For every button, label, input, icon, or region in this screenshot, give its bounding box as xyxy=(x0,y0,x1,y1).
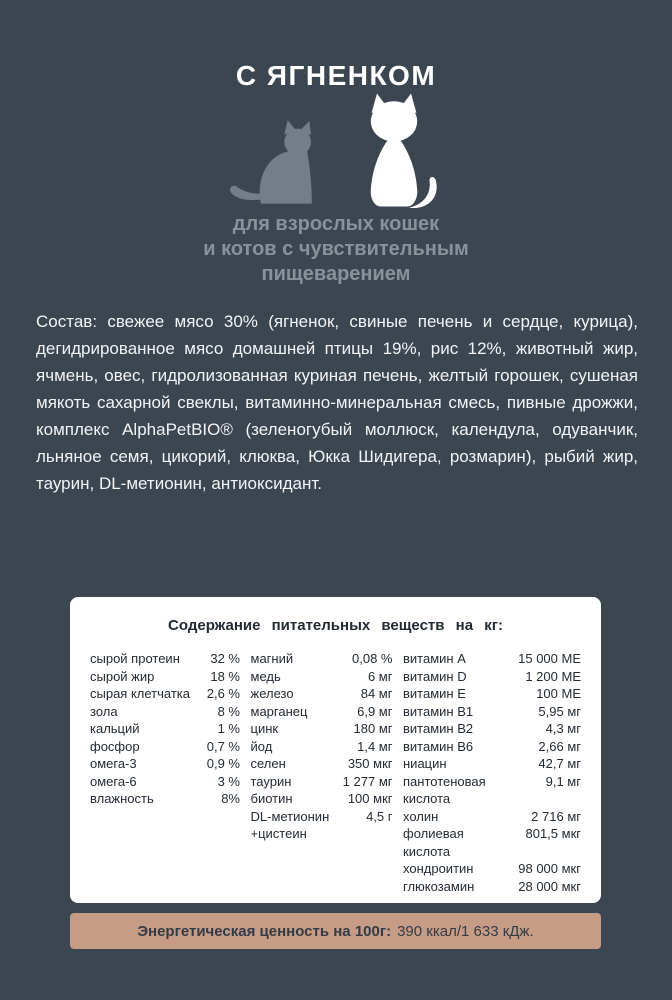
cats-illustration xyxy=(0,92,672,208)
nutrient-name: кальций xyxy=(90,721,140,736)
nutrient-row xyxy=(90,773,240,791)
nutrient-name: йод xyxy=(250,738,273,754)
nutrient-name: кислота xyxy=(403,791,451,806)
nutrient-row xyxy=(251,650,393,668)
nutrient-value: 1 200 МЕ xyxy=(525,668,581,684)
subtitle-line: для взрослых кошек xyxy=(232,213,440,235)
nutrient-name: DL-метионин xyxy=(250,808,330,824)
nutrient-row xyxy=(403,843,581,861)
nutrient-row xyxy=(90,650,240,668)
nutrient-name: омега-3 xyxy=(90,756,137,771)
nutrient-name: омега-6 xyxy=(90,773,137,789)
nutrient-name: медь xyxy=(250,668,281,684)
nutrient-name: железо xyxy=(250,686,294,701)
nutrient-value: 4,3 мг xyxy=(545,721,581,736)
nutrient-row xyxy=(90,790,240,808)
energy-value: 390 ккал/1 633 кДж. xyxy=(397,922,534,940)
energy-label: Энергетическая ценность на 100г: xyxy=(137,922,392,940)
nutrient-row xyxy=(403,825,581,843)
nutrient-row xyxy=(403,703,581,721)
nutrient-name: зола xyxy=(90,703,118,719)
nutrient-row xyxy=(251,808,393,826)
nutrient-name: холин xyxy=(403,808,439,824)
nutrition-panel xyxy=(70,597,601,903)
nutrient-row xyxy=(403,860,581,878)
nutrient-row xyxy=(403,755,581,773)
nutrient-value: 2 716 мг xyxy=(531,808,581,824)
nutrient-row xyxy=(90,668,240,686)
nutrition-columns xyxy=(90,650,581,895)
composition-text: Состав: свежее мясо 30% (ягненок, свиные печень и сердце, курица), дегидрированное мясо домашней птицы 19%, рис 12%, животный жир, ячмень, овес, гидролизованная куриная печень, желтый горошек, сушеная мякоть сахарной свеклы, витаминно-минеральная смесь, пивные дрожжи, комплекс AlphaPetBIO® (зеленогубый моллюск, календула, одуванчик, льняное семя, цикорий, клюква, Юкка Шидигера, розмарин), рыбий жир, таурин, DL-метионин, антиоксидант. xyxy=(36,312,638,493)
nutrient-value: 801,5 мкг xyxy=(525,826,581,841)
nutrient-row xyxy=(251,738,393,756)
nutrient-value: 1,4 мг xyxy=(357,738,393,754)
nutrient-value: 4,5 г xyxy=(366,808,393,824)
nutrition-column-2 xyxy=(251,650,393,895)
nutrient-value: 32 % xyxy=(210,651,240,666)
nutrient-name: сырой жир xyxy=(90,668,155,684)
nutrient-name: витамин B2 xyxy=(403,721,474,736)
nutrient-row xyxy=(90,720,240,738)
nutrient-name: витамин E xyxy=(403,686,466,701)
nutrient-name: глюкозамин xyxy=(403,878,475,894)
nutrient-row xyxy=(251,685,393,703)
nutrient-row xyxy=(403,878,581,896)
nutrient-value: 1 277 мг xyxy=(342,773,393,789)
nutrient-value: 84 мг xyxy=(360,686,393,701)
nutrient-name: марганец xyxy=(250,703,308,719)
nutrient-row xyxy=(403,668,581,686)
nutrient-row xyxy=(251,668,393,686)
product-flavor-title: С ЯГНЕНКОМ xyxy=(235,60,437,91)
nutrient-value: 100 МЕ xyxy=(536,686,581,701)
nutrient-name: кислота xyxy=(403,843,451,859)
nutrient-name: биотин xyxy=(250,791,293,806)
nutrient-name: фосфор xyxy=(90,738,140,754)
subtitle-line: пищеварением xyxy=(261,263,411,285)
nutrient-row xyxy=(403,808,581,826)
nutrient-name: таурин xyxy=(250,773,292,789)
nutrient-value: 0,08 % xyxy=(352,651,393,666)
nutrient-value: 6,9 мг xyxy=(357,703,393,719)
nutrient-row xyxy=(403,650,581,668)
nutrient-row xyxy=(251,790,393,808)
nutrient-row xyxy=(90,738,240,756)
nutrient-name: сырая клетчатка xyxy=(90,686,191,701)
nutrient-value: 2,66 мг xyxy=(538,738,581,754)
nutrient-row xyxy=(403,685,581,703)
nutrient-name: витамин B1 xyxy=(403,703,474,719)
nutrient-value: 18 % xyxy=(210,668,240,684)
nutrient-value: 15 000 МЕ xyxy=(518,651,581,666)
nutrient-value: 3 % xyxy=(217,773,240,789)
nutrient-value: 98 000 мкг xyxy=(518,861,581,876)
nutrient-value: 8 % xyxy=(217,703,240,719)
nutrient-row xyxy=(90,703,240,721)
nutrient-name: хондроитин xyxy=(403,861,474,876)
product-subtitle xyxy=(0,212,672,287)
nutrient-name: витамин D xyxy=(403,668,467,684)
nutrient-name: +цистеин xyxy=(250,826,307,841)
nutrient-value: 0,9 % xyxy=(206,756,240,771)
nutrition-title: Содержание питательных веществ на кг: xyxy=(168,617,503,634)
white-cat-icon xyxy=(342,92,446,208)
nutrient-name: ниацин xyxy=(403,756,447,771)
nutrient-value: 1 % xyxy=(217,721,240,736)
nutrient-value: 180 мг xyxy=(353,721,393,736)
nutrient-name: фолиевая xyxy=(403,826,464,841)
nutrient-row xyxy=(251,825,393,843)
nutrient-row xyxy=(403,790,581,808)
nutrient-name: селен xyxy=(250,756,286,771)
nutrient-name: магний xyxy=(250,651,294,666)
nutrient-row xyxy=(403,720,581,738)
gray-cat-icon xyxy=(226,120,326,208)
nutrient-value: 2,6 % xyxy=(206,686,240,701)
energy-bar xyxy=(70,913,601,949)
nutrient-row xyxy=(403,738,581,756)
nutrient-value: 6 мг xyxy=(367,668,393,684)
nutrition-column-1 xyxy=(90,650,240,895)
nutrient-name: пантотеновая xyxy=(403,773,486,789)
nutrient-value: 5,95 мг xyxy=(538,703,581,719)
nutrient-row xyxy=(251,755,393,773)
nutrient-row xyxy=(251,703,393,721)
nutrient-row xyxy=(251,773,393,791)
nutrient-name: цинк xyxy=(250,721,279,736)
nutrient-name: влажность xyxy=(90,791,154,806)
nutrition-column-3 xyxy=(403,650,581,895)
nutrient-value: 100 мкг xyxy=(347,791,393,806)
nutrient-value: 8% xyxy=(221,791,240,806)
subtitle-line: и котов с чувствительным xyxy=(203,238,469,260)
nutrient-value: 0,7 % xyxy=(206,738,240,754)
nutrient-row xyxy=(90,685,240,703)
nutrient-name: витамин A xyxy=(403,651,466,666)
nutrient-row xyxy=(251,720,393,738)
nutrient-row xyxy=(403,773,581,791)
nutrient-row xyxy=(90,755,240,773)
nutrient-value: 42,7 мг xyxy=(538,756,581,771)
nutrient-name: витамин B6 xyxy=(403,738,474,754)
nutrient-value: 350 мкг xyxy=(347,756,393,771)
nutrient-value: 28 000 мкг xyxy=(518,878,581,894)
nutrient-value: 9,1 мг xyxy=(545,773,581,789)
nutrient-name: сырой протеин xyxy=(90,651,180,666)
